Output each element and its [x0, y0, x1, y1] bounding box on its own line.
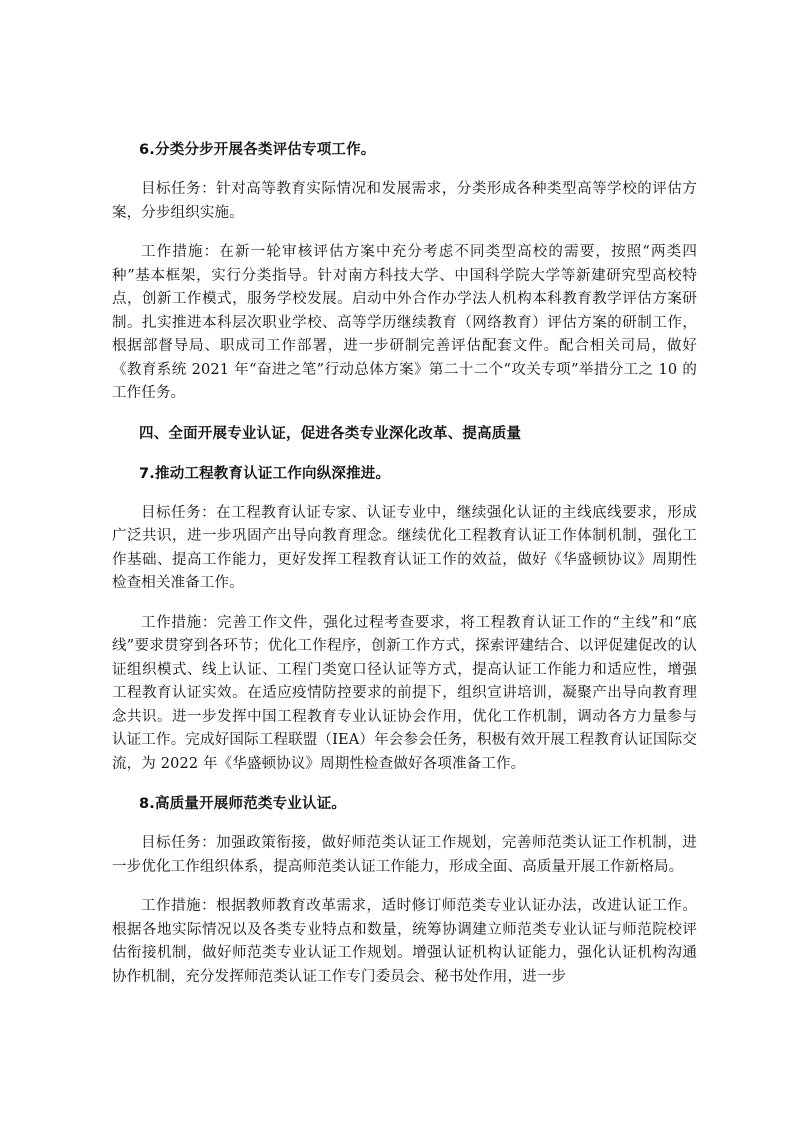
section-7-target-paragraph: 目标任务：在工程教育认证专家、认证专业中，继续强化认证的主线底线要求，形成广泛共识，进一步巩固产出导向教育理念。继续优化工程教育认证工作体制机制，强化工作基础、提高工作能力，更好发挥工程教育认证工作的效益，做好《华盛顿协议》周期性检查相关准备工作。 — [112, 504, 697, 591]
section-6-measures-paragraph: 工作措施：在新一轮审核评估方案中充分考虑不同类型高校的需要，按照“两类四种”基本框架，实行分类指导。针对南方科技大学、中国科学院大学等新建研究型高校特点，创新工作模式，服务学校发展。启动中外合作办学法人机构本科教育教学评估方案研制。扎实推进本科层次职业学校、高等学历继续教育（网络教育）评估方案的研制工作，根据部督导局、职成司工作部署，进一步研制完善评估配套文件。配合相关司局，做好《教育系统 2021 年“奋进之笔”行动总体方案》第二十二个“攻关专项”举措分工之 10 的工作任务。 — [112, 244, 697, 401]
section-7-heading: 7.推动工程教育认证工作向纵深推进。 — [139, 465, 391, 482]
section-6-target-paragraph: 目标任务：针对高等教育实际情况和发展需求，分类形成各种类型高等学校的评估方案，分步组织实施。 — [112, 181, 697, 221]
section-8-measures-paragraph: 工作措施：根据教师教育改革需求，适时修订师范类专业认证办法，改进认证工作。根据各地实际情况以及各类专业特点和数量，统筹协调建立师范类专业认证与师范院校评估衔接机制，做好师范类专业认证工作规划。增强认证机构认证能力，强化认证机构沟通协作机制，充分发挥师范类认证工作专门委员会、秘书处作用，进一步 — [112, 898, 697, 985]
section-6-heading: 6.分类分步开展各类评估专项工作。 — [139, 142, 376, 158]
section-8-heading: 8.高质量开展师范类专业认证。 — [139, 796, 347, 812]
part-4-heading: 四、全面开展专业认证，促进各类专业深化改革、提高质量 — [139, 425, 522, 442]
page-content — [112, 138, 697, 989]
section-7-measures-paragraph: 工作措施：完善工作文件，强化过程考查要求，将工程教育认证工作的“主线”和“底线”要求贯穿到各环节；优化工作程序，创新工作方式，探索评建结合、以评促建促改的认证组织模式、线上认证、工程门类宽口径认证等方式，提高认证工作能力和适应性，增强工程教育认证实效。在适应疫情防控要求的前提下，组织宣讲培训，凝聚产出导向教育理念共识。进一步发挥中国工程教育专业认证协会作用，优化工作机制，调动各方力量参与认证工作。完成好国际工程联盟（IEA）年会参会任务，积极有效开展工程教育认证国际交流，为 2022 年《华盛顿协议》周期性检查做好各项准备工作。 — [112, 614, 697, 772]
section-8-target-paragraph: 目标任务：加强政策衔接，做好师范类认证工作规划，完善师范类认证工作机制，进一步优化工作组织体系，提高师范类认证工作能力，形成全面、高质量开展工作新格局。 — [112, 835, 697, 875]
